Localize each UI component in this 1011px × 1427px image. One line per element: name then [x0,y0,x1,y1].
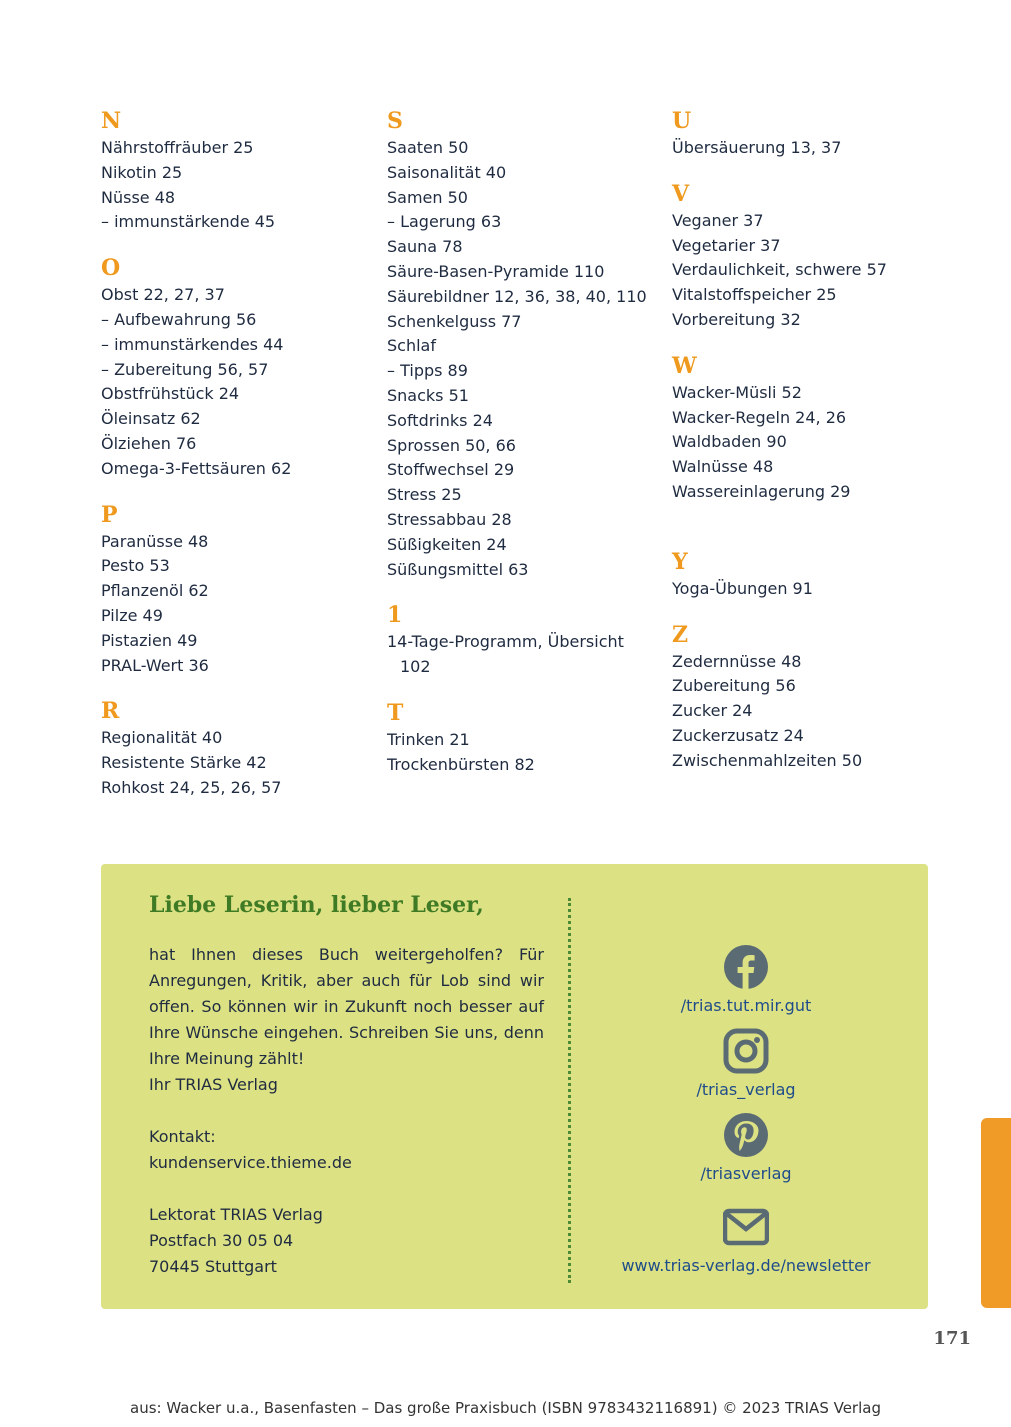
index-entry: – Aufbewahrung 56 [101,309,257,329]
index-entry: Obst 22, 27, 37 [101,285,225,305]
index-letter: V [672,180,690,207]
index-entry: Obstfrühstück 24 [101,384,240,404]
instagram-link[interactable]: /trias_verlag [696,1080,796,1099]
index-entry: Rohkost 24, 25, 26, 57 [101,777,282,797]
index-entry: Nüsse 48 [101,187,176,207]
index-entry: Waldbaden 90 [672,432,787,452]
index-entry: Schlaf [387,336,436,356]
social-facebook[interactable] [596,944,896,1016]
index-entry: Trinken 21 [387,729,470,749]
index-group-v [672,179,942,333]
index-entry: Vitalstoffspeicher 25 [672,285,837,305]
index-letter: R [101,698,120,725]
chapter-tab [981,1118,1011,1308]
index-column-3 [672,106,942,792]
index-entry: Saaten 50 [387,138,469,157]
index-entry: Übersäuerung 13, 37 [672,138,842,157]
index-entry: Omega-3-Fettsäuren 62 [101,458,292,478]
index-letter: W [672,352,697,379]
index-entry: Pistazien 49 [101,630,198,650]
facebook-link[interactable]: /trias.tut.mir.gut [680,996,812,1015]
social-newsletter[interactable] [596,1204,896,1276]
index-group-t [387,698,657,778]
index-entry: Verdaulichkeit, schwere 57 [672,260,887,280]
mail-icon [723,1204,769,1250]
index-group-z [672,620,942,774]
index-letter: 1 [387,602,403,629]
index-entry: PRAL-Wert 36 [101,655,209,675]
index-entry: – immunstärkendes 44 [101,334,284,354]
index-entry: Schenkelguss 77 [387,311,522,331]
index-entry: Süßungsmittel 63 [387,559,529,579]
index-entry: Snacks 51 [387,385,469,405]
index-entry: Süßigkeiten 24 [387,534,507,554]
index-entry: Softdrinks 24 [387,410,493,430]
index-entry: Vegetarier 37 [672,235,781,255]
index-entry: Regionalität 40 [101,728,223,748]
index-entry: Zuckerzusatz 24 [672,725,804,745]
index-entry: Zedernnüsse 48 [672,651,802,671]
index-letter: Y [672,548,688,575]
index-letter: N [101,108,122,134]
index-group-r [101,696,371,800]
index-entry: Wacker-Regeln 24, 26 [672,407,847,427]
index-entry: Paranüsse 48 [101,531,209,551]
source-footer: aus: Wacker u.a., Basenfasten – Das große Praxisbuch (ISBN 9783432116891) © 2023 TRIAS Verlag [130,1399,881,1417]
index-entry: Zwischenmahlzeiten 50 [672,750,863,770]
index-entry: Vorbereitung 32 [672,309,801,329]
index-entry: Nikotin 25 [101,162,183,182]
index-entry: Stressabbau 28 [387,509,512,529]
index-entry: Resistente Stärke 42 [101,753,267,773]
index-group-w [672,351,942,505]
index-entry: Yoga-Übungen 91 [672,578,813,598]
box-paragraph-intro: hat Ihnen dieses Buch weitergeholfen? Für Anregungen, Kritik, aber auch für Lob sind wir offen. So können wir in Zukunft noch besser auf Ihre Wünsche eingehen. Schreiben Sie uns, denn Ihre Meinung zählt! Ihr TRIAS Verlag [149,945,544,1094]
index-column-2 [387,106,657,796]
index-entry: Veganer 37 [672,210,764,230]
index-group-p [101,500,371,679]
index-entry: 14-Tage-Programm, Übersicht 102 [387,632,624,677]
index-entry: Pflanzenöl 62 [101,581,209,601]
index-entry: Sauna 78 [387,237,463,257]
index-entry: Wassereinlagerung 29 [672,481,851,501]
index-letter: O [101,255,121,282]
social-instagram[interactable] [596,1028,896,1100]
index-entry: – Zubereitung 56, 57 [101,359,269,379]
dotted-divider [568,898,571,1283]
box-paragraph-address: Lektorat TRIAS Verlag Postfach 30 05 04 70445 Stuttgart [149,1205,323,1276]
index-entry: Säure-Basen-Pyramide 110 [387,261,605,281]
pinterest-link[interactable]: /triasverlag [700,1164,792,1183]
index-entry: Walnüsse 48 [672,457,774,477]
index-entry: Saisonalität 40 [387,162,507,182]
index-entry: Säurebildner 12, 36, 38, 40, 110 [387,286,647,306]
index-entry: Wacker-Müsli 52 [672,382,802,402]
index-entry: Stress 25 [387,485,462,505]
box-paragraph-contact: Kontakt: kundenservice.thieme.de [149,1127,352,1172]
index-entry: Samen 50 [387,187,468,207]
index-letter: Z [672,621,689,648]
index-entry: Pesto 53 [101,556,170,576]
index-group-u [672,106,942,161]
index-entry: Stoffwechsel 29 [387,460,515,480]
facebook-icon [723,944,769,990]
index-group-n [101,106,371,235]
box-title: Liebe Leserin, lieber Leser, [149,892,484,918]
index-entry: Sprossen 50, 66 [387,435,516,455]
index-letter: U [672,108,692,134]
index-letter: T [387,699,404,726]
index-entry: – Lagerung 63 [387,212,502,232]
index-entry: Zubereitung 56 [672,676,796,696]
index-entry: Nährstoffräuber 25 [101,138,254,157]
index-entry: Öleinsatz 62 [101,409,201,429]
index-entry: Zucker 24 [672,701,753,721]
index-group-1 [387,600,657,680]
page-number: 171 [933,1328,971,1349]
index-column-1 [101,106,371,819]
index-entry: – Tipps 89 [387,361,468,381]
newsletter-link[interactable]: www.trias-verlag.de/newsletter [621,1256,871,1275]
index-group-o [101,253,371,481]
reader-contact-box [101,864,928,1309]
social-pinterest[interactable] [596,1112,896,1184]
pinterest-icon [723,1112,769,1158]
instagram-icon [723,1028,769,1074]
index-entry: Ölziehen 76 [101,433,197,453]
box-text [149,942,544,1306]
index-group-y [672,547,942,602]
index-letter: P [101,501,118,528]
index-entry: Pilze 49 [101,605,163,625]
index-group-s [387,106,657,582]
index-entry: – immunstärkende 45 [101,212,276,232]
index-letter: S [387,108,403,134]
index-entry: Trockenbürsten 82 [387,754,535,774]
